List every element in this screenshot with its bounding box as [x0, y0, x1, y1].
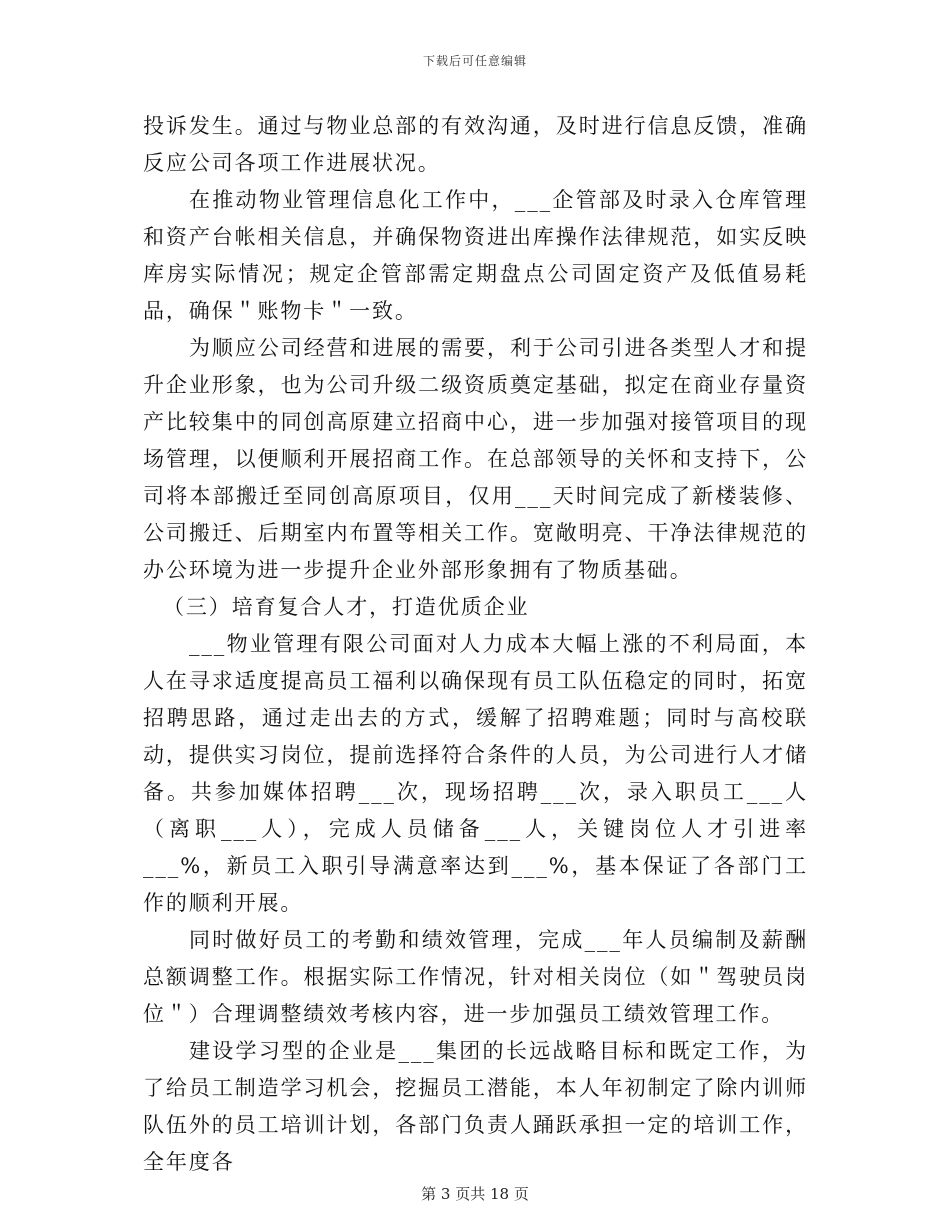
page-number: 第 3 页共 18 页 — [421, 1185, 529, 1203]
paragraph-informatization: 在推动物业管理信息化工作中，___企管部及时录入仓库管理和资产台帐相关信息，并确保物资进出库操作法律规范，如实反映库房实际情况；规定企管部需定期盘点公司固定资产及低值易耗品，确保＂账物卡＂一致。 — [143, 188, 808, 323]
section-heading-talent: （三）培育复合人才，打造优质企业 — [163, 595, 530, 619]
document-body — [143, 108, 808, 1181]
paragraph-recruitment: ___物业管理有限公司面对人力成本大幅上涨的不利局面，本人在寻求适度提高员工福利以确保现有员工队伍稳定的同时，拓宽招聘思路，通过走出去的方式，缓解了招聘难题；同时与高校联动，提供实习岗位，提前选择符合条件的人员，为公司进行人才储备。共参加媒体招聘___次，现场招聘___次，录入职员工___人（离职___人），完成人员储备___人，关键岗位人才引进率___%，新员工入职引导满意率达到___%，基本保证了各部门工作的顺利开展。 — [143, 632, 808, 915]
paragraph-performance: 同时做好员工的考勤和绩效管理，完成___年人员编制及薪酬总额调整工作。根据实际工作情况，针对相关岗位（如＂驾驶员岗位＂）合理调整绩效考核内容，进一步加强员工绩效管理工作。 — [143, 928, 808, 1026]
paragraph-training: 建设学习型的企业是___集团的长远战略目标和既定工作，为了给员工制造学习机会，挖掘员工潜能，本人年初制定了除内训师队伍外的员工培训计划，各部门负责人踊跃承担一定的培训工作，全年度各 — [143, 1039, 808, 1174]
paragraph-relocation: 为顺应公司经营和进展的需要，利于公司引进各类型人才和提升企业形象，也为公司升级二级资质奠定基础，拟定在商业存量资产比较集中的同创高原建立招商中心，进一步加强对接管项目的现场管理，以便顺利开展招商工作。在总部领导的关怀和支持下，公司将本部搬迁至同创高原项目，仅用___天时间完成了新楼装修、公司搬迁、后期室内布置等相关工作。宽敞明亮、干净法律规范的办公环境为进一步提升企业外部形象拥有了物质基础。 — [143, 336, 808, 582]
paragraph-complaint: 投诉发生。通过与物业总部的有效沟通，及时进行信息反馈，准确反应公司各项工作进展状况。 — [143, 114, 808, 175]
page-header: 下载后可任意编辑 — [422, 54, 527, 68]
